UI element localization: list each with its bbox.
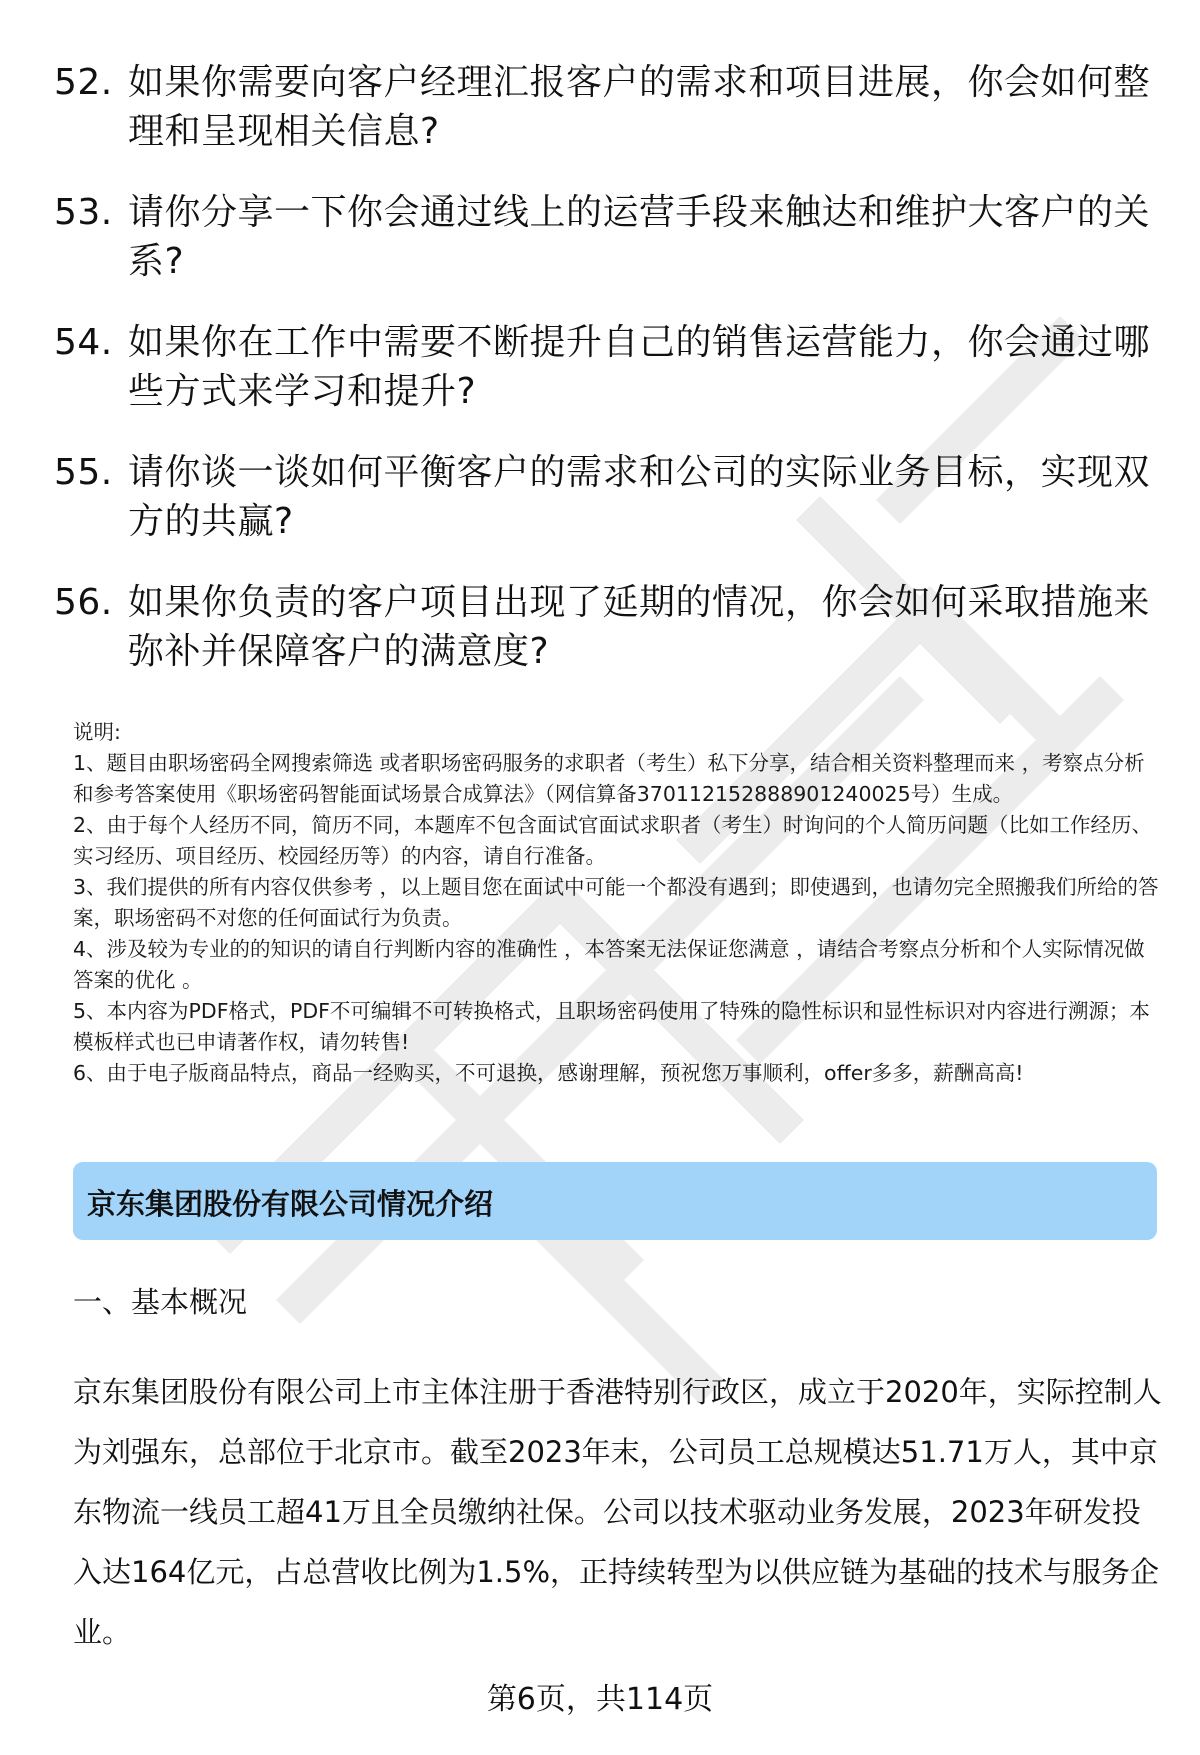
- note-item: 4、涉及较为专业的的知识的请自行判断内容的准确性 ，本答案无法保证您满意 ，请结合考察点分析和个人实际情况做答案的优化 。: [73, 937, 1145, 992]
- company-overview-paragraph: 京东集团股份有限公司上市主体注册于香港特别行政区，成立于2020年，实际控制人为刘强东，总部位于北京市。截至2023年末，公司员工总规模达51.71万人，其中京东物流一线员工超41万且全员缴纳社保。公司以技术驱动业务发展，2023年研发投入达164亿元，占总营收比例为1.5%，正持续转型为以供应链为基础的技术与服务企业。: [73, 1375, 1162, 1649]
- section-banner: [73, 1162, 1157, 1240]
- question-item: [0, 448, 1200, 546]
- note-item: 1、题目由职场密码全网搜索筛选 或者职场密码服务的求职者（考生）私下分享，结合相关资料整理而来 ，考察点分析和参考答案使用《职场密码智能面试场景合成算法》（网信算备370112152888901240025号）生成。: [73, 751, 1145, 806]
- question-item: [0, 578, 1200, 676]
- question-number: 55.: [54, 452, 113, 493]
- question-text: 如果你需要向客户经理汇报客户的需求和项目进展，你会如何整理和呈现相关信息?: [128, 62, 1151, 152]
- question-number: 56.: [54, 582, 113, 623]
- question-list: [0, 58, 1200, 708]
- question-text: 如果你负责的客户项目出现了延期的情况，你会如何采取措施来弥补并保障客户的满意度?: [128, 582, 1151, 672]
- banner-title: 京东集团股份有限公司情况介绍: [87, 1187, 494, 1221]
- note-item: 5、本内容为PDF格式，PDF不可编辑不可转换格式，且职场密码使用了特殊的隐性标识和显性标识对内容进行溯源；本模板样式也已申请著作权，请勿转售!: [73, 999, 1150, 1054]
- question-text: 请你分享一下你会通过线上的运营手段来触达和维护大客户的关系?: [128, 192, 1151, 282]
- note-item: 2、由于每个人经历不同，简历不同，本题库不包含面试官面试求职者（考生）时询问的个人简历问题（比如工作经历、实习经历、项目经历、校园经历等）的内容，请自行准备。: [73, 813, 1153, 868]
- question-item: [0, 58, 1200, 156]
- disclaimer-notes: [73, 717, 1163, 1089]
- note-item: 3、我们提供的所有内容仅供参考 ，以上题目您在面试中可能一个都没有遇到；即使遇到，也请勿完全照搬我们所给的答案，职场密码不对您的任何面试行为负责。: [73, 875, 1159, 930]
- notes-title: 说明:: [73, 720, 121, 744]
- page-indicator: 第6页，共114页: [486, 1682, 714, 1717]
- question-text: 如果你在工作中需要不断提升自己的销售运营能力，你会通过哪些方式来学习和提升?: [128, 322, 1151, 412]
- question-item: [0, 318, 1200, 416]
- section-subheading: 一、基本概况: [73, 1285, 248, 1319]
- question-item: [0, 188, 1200, 286]
- question-text: 请你谈一谈如何平衡客户的需求和公司的实际业务目标，实现双方的共赢?: [128, 452, 1151, 542]
- note-item: 6、由于电子版商品特点，商品一经购买，不可退换，感谢理解，预祝您万事顺利，offer多多，薪酬高高!: [73, 1061, 1024, 1085]
- question-number: 52.: [54, 62, 113, 103]
- question-number: 53.: [54, 192, 113, 233]
- question-number: 54.: [54, 322, 113, 363]
